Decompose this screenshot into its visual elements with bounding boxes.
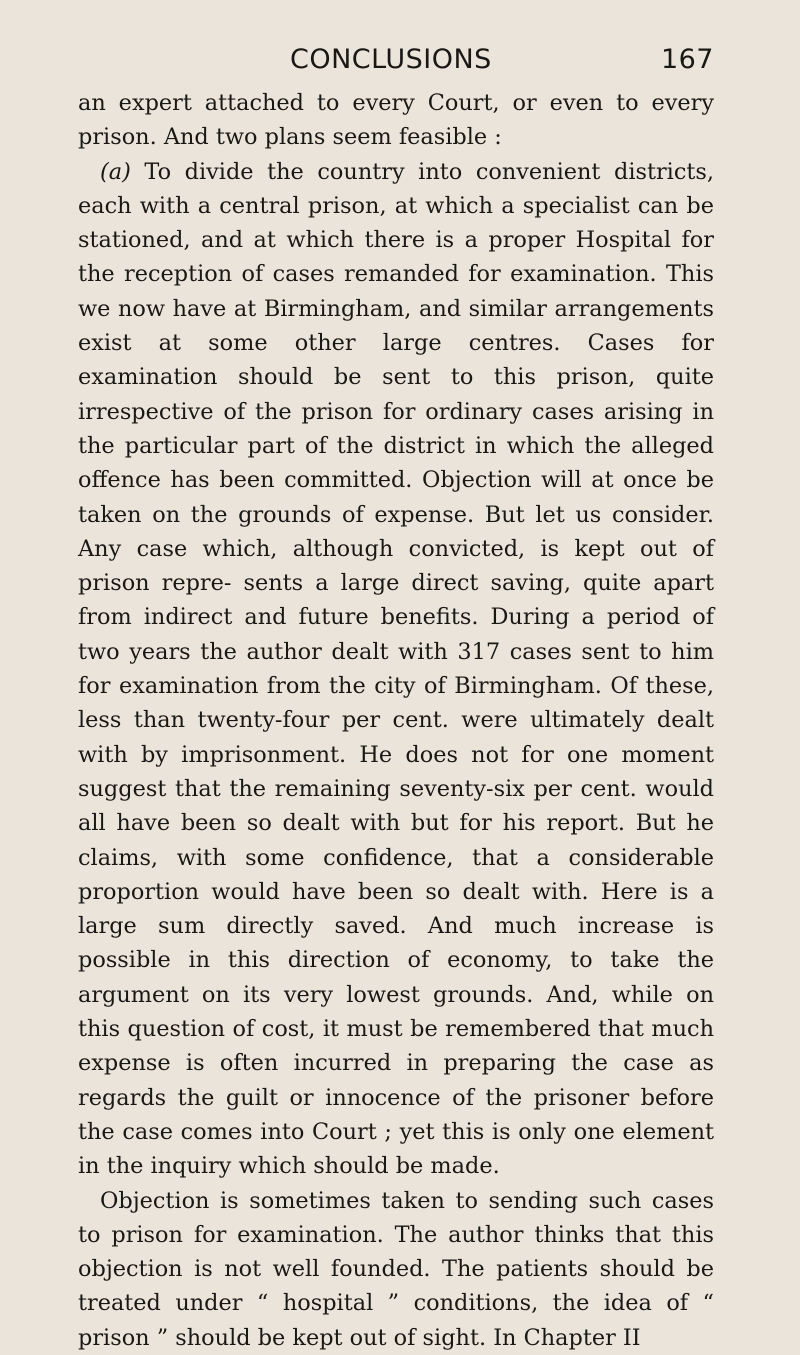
- paragraph-1: [78, 86, 714, 155]
- chapter-title: CONCLUSIONS: [290, 44, 492, 75]
- paragraph-1-text: an expert attached to every Court, or even to every prison. And two plans seem feasible :: [78, 90, 714, 151]
- paragraph-2: [78, 155, 714, 1184]
- paragraph-2-text: To divide the country into convenient districts, each with a central prison, at which a specialist can be stationed, and at which there is a proper Hospital for the reception of cases remanded for examination. This we now have at Birmingham, and similar arrangements exist at some other large centres. Cases for examination should be sent to this prison, quite irrespective of the prison for ordinary cases arising in the particular part of the district in which the alleged offence has been committed. Objection will at once be taken on the grounds of expense. But let us consider. Any case which, although convicted, is kept out of prison repre- sents a large direct saving, quite apart from indirect and future benefits. During a period of two years the author dealt with 317 cases sent to him for examination from the city of Birmingham. Of these, less than twenty-four per cent. were ultimately dealt with by imprisonment. He does not for one moment suggest that the remaining seventy-six per cent. would all have been so dealt with but for his report. But he claims, with some confidence, that a considerable proportion would have been so dealt with. Here is a large sum directly saved. And much increase is possible in this direction of economy, to take the argument on its very lowest grounds. And, while on this question of cost, it must be remembered that much expense is often incurred in preparing the case as regards the guilt or innocence of the prisoner before the case comes into Court ; yet this is only one element in the inquiry which should be made.: [78, 158, 714, 1180]
- body-text: [78, 86, 714, 1355]
- paragraph-2-label: (a): [100, 158, 131, 185]
- running-head: [78, 38, 714, 86]
- paragraph-3: [78, 1184, 714, 1355]
- paragraph-3-text: Objection is sometimes taken to sending such cases to prison for examination. The author thinks that this objection is not well founded. The patients should be treated under “ hospital ” conditions, the idea of “ prison ” should be kept out of sight. In Chapter II: [78, 1187, 714, 1351]
- page-number: 167: [660, 44, 714, 75]
